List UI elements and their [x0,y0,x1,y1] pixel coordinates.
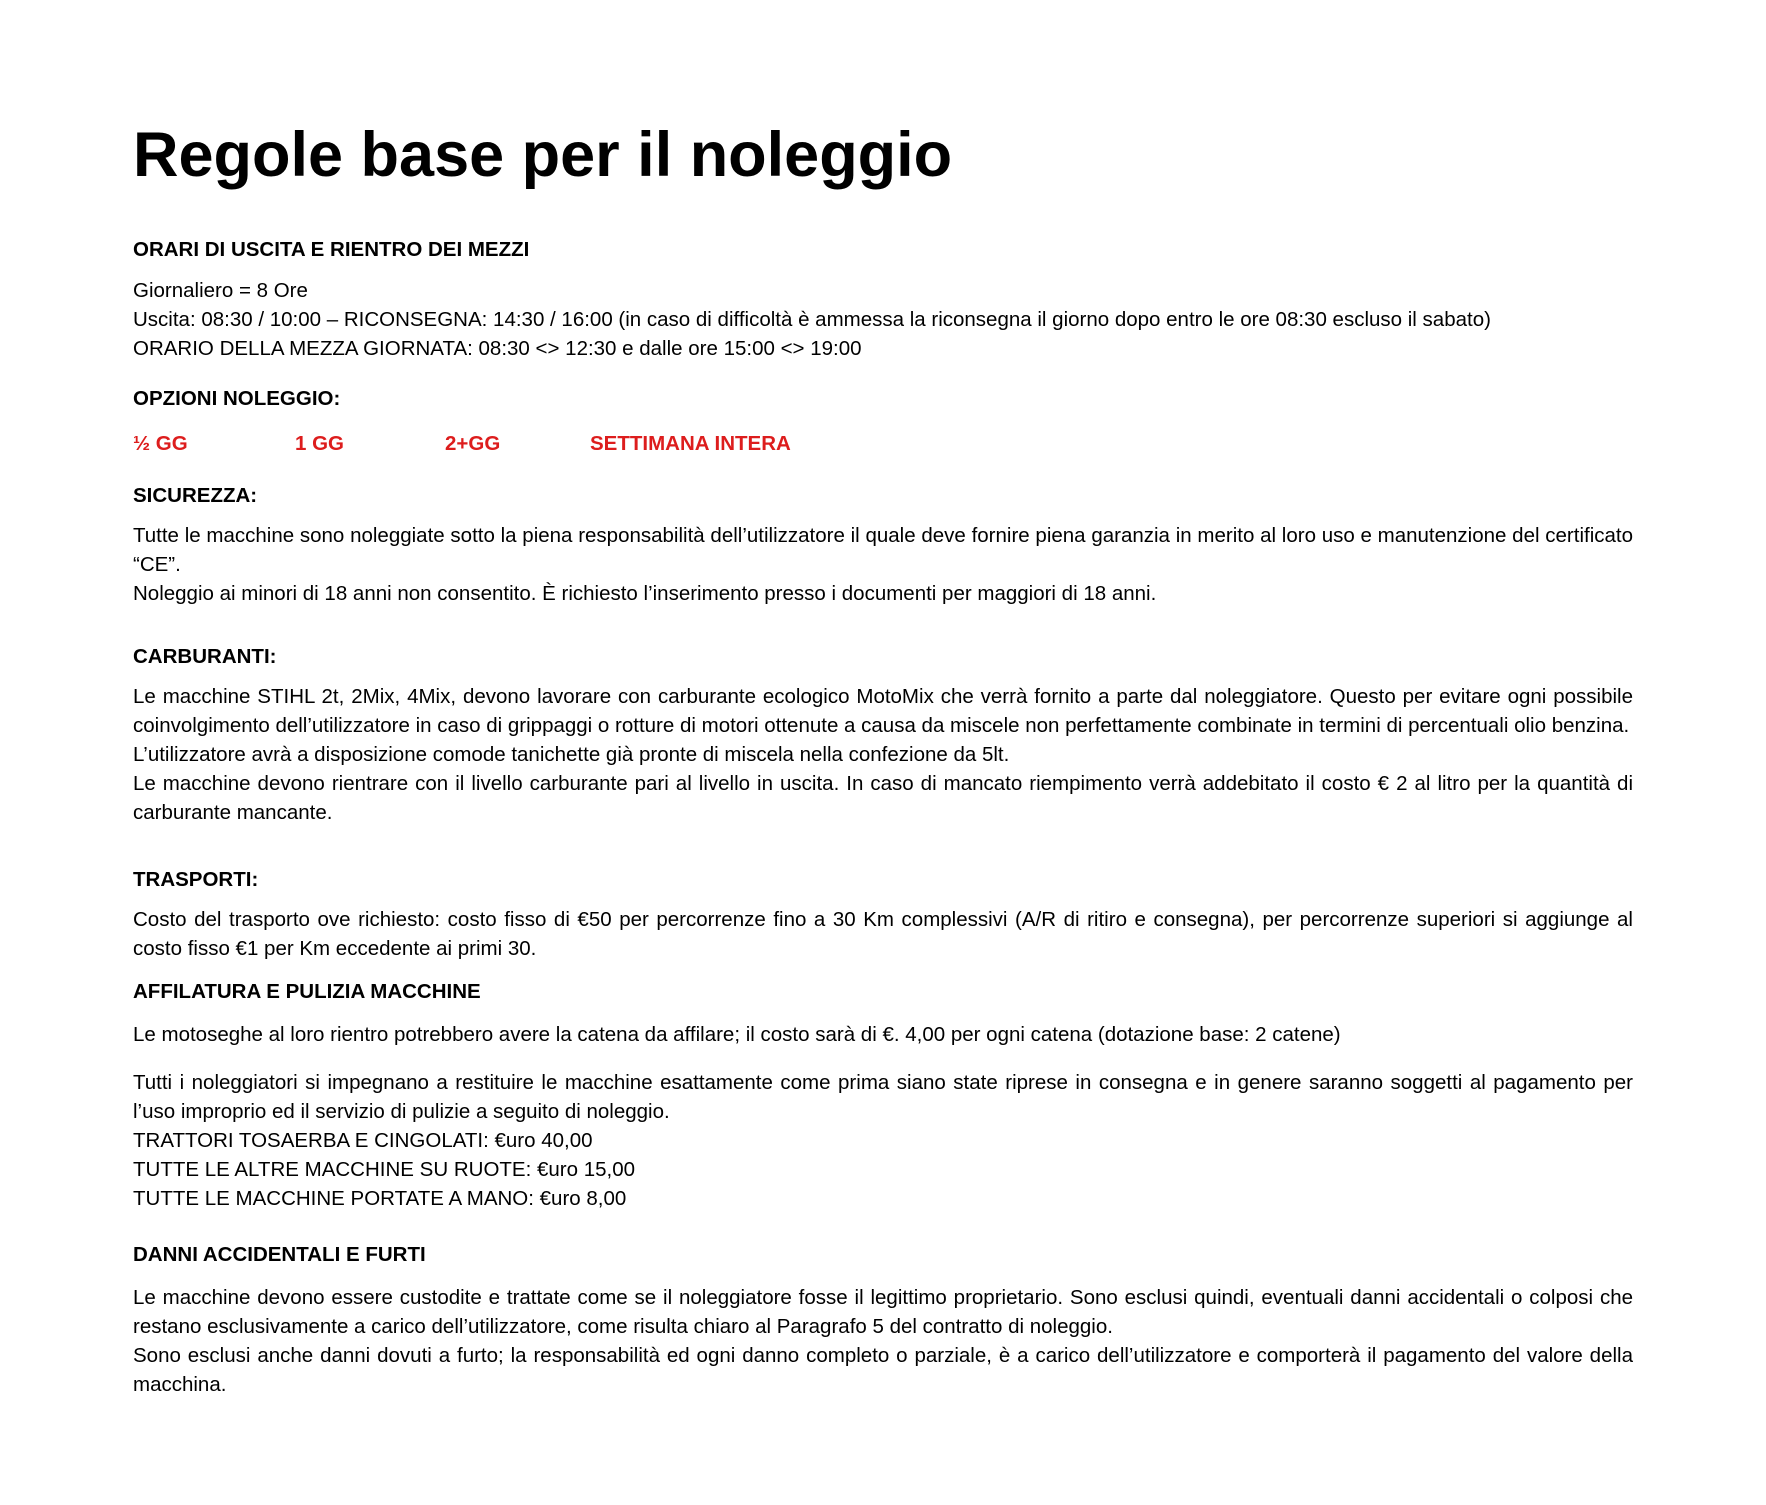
paragraph-line: ORARIO DELLA MEZZA GIORNATA: 08:30 <> 12:30 e dalle ore 15:00 <> 19:00 [133,337,862,360]
price-line-trattori: TRATTORI TOSAERBA E CINGOLATI: €uro 40,00 [133,1129,593,1152]
section-opzioni [133,384,1633,458]
price-line-macchine-mano: TUTTE LE MACCHINE PORTATE A MANO: €uro 8,00 [133,1187,627,1210]
section-heading-danni: DANNI ACCIDENTALI E FURTI [133,1243,426,1266]
paragraph-line: Noleggio ai minori di 18 anni non consentito. È richiesto l’inserimento presso i documenti per maggiori di 18 anni. [133,582,1157,605]
paragraph-line: Tutti i noleggiatori si impegnano a restituire le macchine esattamente come prima siano state riprese in consegna e in genere saranno soggetti al pagamento per l’uso improprio ed il servizio di pulizie a seguito di noleggio. [133,1071,1633,1123]
paragraph-line: Le macchine STIHL 2t, 2Mix, 4Mix, devono lavorare con carburante ecologico MotoMix che verrà fornito a parte dal noleggiatore. Questo per evitare ogni possibile coinvolgimento dell’utilizzatore in caso di grippaggi o rotture di motori ottenute a causa da miscele non perfettamente combinate in termini di percentuali olio benzina. [133,685,1633,737]
section-heading-trasporti: TRASPORTI: [133,868,259,891]
paragraph-line: Giornaliero = 8 Ore [133,279,308,302]
paragraph-line: Sono esclusi anche danni dovuti a furto; la responsabilità ed ogni danno completo o parziale, è a carico dell’utilizzatore e comporterà il pagamento del valore della macchina. [133,1344,1633,1396]
section-affilatura [133,977,1633,1213]
document-title: Regole base per il noleggio [133,120,953,190]
paragraph-line: Costo del trasporto ove richiesto: costo fisso di €50 per percorrenze fino a 30 Km complessivi (A/R di ritiro e consegna), per percorrenze superiori si aggiunge al costo fisso €1 per Km eccedente ai primi 30. [133,908,1633,960]
section-heading-carburanti: CARBURANTI: [133,645,277,668]
rental-options-row [133,429,1633,458]
paragraph-carburanti [133,682,1633,827]
paragraph-line: Tutte le macchine sono noleggiate sotto la piena responsabilità dell’utilizzatore il quale deve fornire piena garanzia in merito al loro uso e manutenzione del certificato “CE”. [133,524,1633,576]
section-orari [133,235,1633,363]
section-carburanti [133,642,1633,827]
section-danni [133,1240,1633,1399]
paragraph-affilatura-pulizia [133,1068,1633,1213]
section-heading-sicurezza: SICUREZZA: [133,484,258,507]
rental-option-one-day: 1 GG [295,432,344,455]
paragraph-line: Le macchine devono essere custodite e trattate come se il noleggiatore fosse il legittimo proprietario. Sono esclusi quindi, eventuali danni accidentali o colposi che restano esclusivamente a carico dell’utilizzatore, come risulta chiaro al Paragrafo 5 del contratto di noleggio. [133,1286,1633,1338]
section-heading-orari: ORARI DI USCITA E RIENTRO DEI MEZZI [133,238,530,261]
paragraph-sicurezza [133,521,1633,608]
section-heading-affilatura: AFFILATURA E PULIZIA MACCHINE [133,980,481,1003]
paragraph-line: L’utilizzatore avrà a disposizione comode tanichette già pronte di miscela nella confezione da 5lt. [133,743,1010,766]
paragraph-orari [133,276,1633,363]
paragraph-affilatura-catene [133,1020,1633,1049]
section-trasporti [133,865,1633,963]
rental-option-half-day: ½ GG [133,432,188,455]
section-heading-opzioni: OPZIONI NOLEGGIO: [133,387,341,410]
paragraph-trasporti [133,905,1633,963]
price-line-macchine-ruote: TUTTE LE ALTRE MACCHINE SU RUOTE: €uro 15,00 [133,1158,635,1181]
paragraph-line: Uscita: 08:30 / 10:00 – RICONSEGNA: 14:30 / 16:00 (in caso di difficoltà è ammessa la riconsegna il giorno dopo entro le ore 08:30 escluso il sabato) [133,308,1491,331]
rental-option-full-week: SETTIMANA INTERA [590,432,791,455]
paragraph-line: Le macchine devono rientrare con il livello carburante pari al livello in uscita. In caso di mancato riempimento verrà addebitato il costo € 2 al litro per la quantità di carburante mancante. [133,772,1633,824]
paragraph-danni [133,1283,1633,1399]
rental-option-two-plus-days: 2+GG [445,432,501,455]
paragraph-line: Le motoseghe al loro rientro potrebbero avere la catena da affilare; il costo sarà di €. 4,00 per ogni catena (dotazione base: 2 catene) [133,1023,1341,1046]
section-sicurezza [133,481,1633,608]
